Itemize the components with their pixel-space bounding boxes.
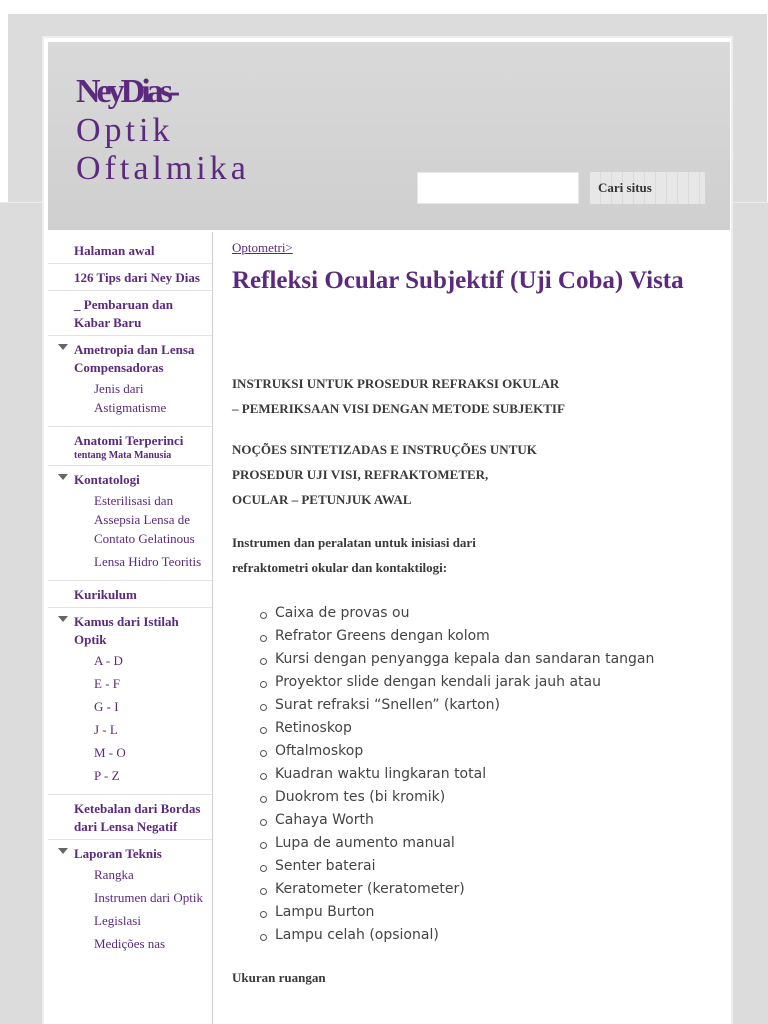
sidebar-subitem-legislasi[interactable]: Legislasi [94, 913, 141, 928]
sidebar-item-label[interactable]: Laporan Teknis [74, 846, 162, 861]
sidebar-item-ametropia[interactable] [48, 335, 212, 426]
sidebar-item-pembaruan[interactable] [48, 290, 212, 335]
sidebar-sublist [74, 379, 208, 423]
site-title-line2[interactable]: Optik [76, 112, 174, 149]
list-item: Caixa de provas ou [260, 602, 712, 625]
search-button[interactable]: Cari situs [589, 171, 706, 205]
sidebar-item-label-main[interactable]: Anatomi Terperinci [74, 433, 184, 448]
sidebar-item-label[interactable]: Kontatologi [74, 472, 140, 487]
page-title: Refleksi Ocular Subjektif (Uji Coba) Vista [232, 267, 684, 294]
list-item: Lampu celah (opsional) [260, 924, 712, 947]
sidebar-item-label[interactable]: _ Pembaruan dan Kabar Baru [74, 297, 173, 330]
search-input[interactable] [417, 172, 579, 204]
heading-line: INSTRUKSI UNTUK PROSEDUR REFRAKSI OKULAR [232, 376, 560, 391]
list-item: Lupa de aumento manual [260, 832, 712, 855]
sidebar-item-ketebalan[interactable] [48, 794, 212, 839]
sidebar-item-kamus[interactable] [48, 607, 212, 794]
list-item: Keratometer (keratometer) [260, 878, 712, 901]
expand-arrow-icon[interactable] [58, 616, 68, 622]
instruments-heading [232, 530, 712, 580]
list-item: Retinoskop [260, 717, 712, 740]
sidebar-sublist [74, 865, 208, 959]
site-title-line3[interactable]: Oftalmika [76, 150, 250, 187]
heading-line: refraktometri okular dan kontaktilogi: [232, 560, 448, 575]
sidebar-subitem-medicoes[interactable]: Medições nas [94, 936, 166, 951]
heading-line: PROSEDUR UJI VISI, REFRAKTOMETER, [232, 467, 489, 482]
breadcrumb[interactable]: Optometri> [232, 240, 293, 255]
expand-arrow-icon[interactable] [58, 848, 68, 854]
sidebar-item-tips[interactable] [48, 263, 212, 290]
sidebar-subitem-esterilisasi[interactable]: Esterilisasi dan Assepsia Lensa de Contato Gelatinous [94, 493, 195, 546]
list-item: Kuadran waktu lingkaran total [260, 763, 712, 786]
sidebar-subitem-p-z[interactable]: P - Z [94, 768, 120, 783]
sidebar-subitem-e-f[interactable]: E - F [94, 676, 120, 691]
heading-line: – PEMERIKSAAN VISI DENGAN METODE SUBJEKTIF [232, 401, 565, 416]
sidebar-subitem-g-i[interactable]: G - I [94, 699, 119, 714]
list-item: Oftalmoskop [260, 740, 712, 763]
sidebar-item-halaman-awal[interactable] [48, 232, 212, 263]
sidebar-item-label[interactable]: 126 Tips dari Ney Dias [74, 270, 200, 285]
sidebar-nav [48, 232, 213, 1024]
heading-line: NOÇÕES SINTETIZADAS E INSTRUÇÕES UNTUK [232, 442, 537, 457]
list-item: Refrator Greens dengan kolom [260, 625, 712, 648]
site-frame [42, 36, 733, 1024]
sidebar-subitem-astigmatisme[interactable]: Jenis dari Astigmatisme [94, 381, 167, 415]
sidebar-item-kontatologi[interactable] [48, 465, 212, 580]
sidebar-subitem-lensa-hidro[interactable]: Lensa Hidro Teoritis [94, 554, 202, 569]
sidebar-subitem-instrumen[interactable]: Instrumen dari Optik [94, 890, 204, 905]
sidebar-item-label[interactable]: Ketebalan dari Bordas dari Lensa Negatif [74, 801, 201, 834]
list-item: Cahaya Worth [260, 809, 712, 832]
sidebar-item-label[interactable]: Ametropia dan Lensa Compensadoras [74, 342, 195, 375]
sidebar-item-label[interactable] [74, 432, 208, 462]
main-content [232, 234, 712, 1024]
sidebar-sublist [74, 491, 208, 577]
sidebar-subitem-j-l[interactable]: J - L [94, 722, 118, 737]
sidebar-subitem-rangka[interactable]: Rangka [94, 867, 134, 882]
sidebar-item-kurikulum[interactable] [48, 580, 212, 607]
list-item: Lampu Burton [260, 901, 712, 924]
sidebar-item-label[interactable]: Kurikulum [74, 587, 137, 602]
instrument-list [232, 602, 712, 947]
room-size-heading: Ukuran ruangan [232, 970, 326, 985]
sidebar-item-label-small[interactable]: tentang Mata Manusia [74, 450, 172, 461]
site-title[interactable] [76, 72, 306, 188]
list-item: Proyektor slide dengan kendali jarak jauh atau [260, 671, 712, 694]
expand-arrow-icon[interactable] [58, 474, 68, 480]
expand-arrow-icon[interactable] [58, 344, 68, 350]
sidebar-item-laporan-teknis[interactable] [48, 839, 212, 962]
notes-heading [232, 437, 712, 512]
sidebar-subitem-a-d[interactable]: A - D [94, 653, 123, 668]
instruction-heading [232, 371, 712, 421]
site-title-line1[interactable]: NeyDias- [76, 73, 177, 110]
sidebar-sublist [74, 651, 208, 791]
heading-line: Instrumen dan peralatan untuk inisiasi dari [232, 535, 476, 550]
list-item: Kursi dengan penyangga kepala dan sandaran tangan [260, 648, 712, 671]
list-item: Senter baterai [260, 855, 712, 878]
sidebar-item-anatomi[interactable] [48, 426, 212, 465]
heading-line: OCULAR – PETUNJUK AWAL [232, 492, 412, 507]
sidebar-item-label[interactable]: Kamus dari Istilah Optik [74, 614, 179, 647]
sidebar-item-label[interactable]: Halaman awal [74, 243, 155, 258]
list-item: Duokrom tes (bi kromik) [260, 786, 712, 809]
sidebar-subitem-m-o[interactable]: M - O [94, 745, 126, 760]
list-item: Surat refraksi “Snellen” (karton) [260, 694, 712, 717]
site-header [48, 42, 730, 230]
